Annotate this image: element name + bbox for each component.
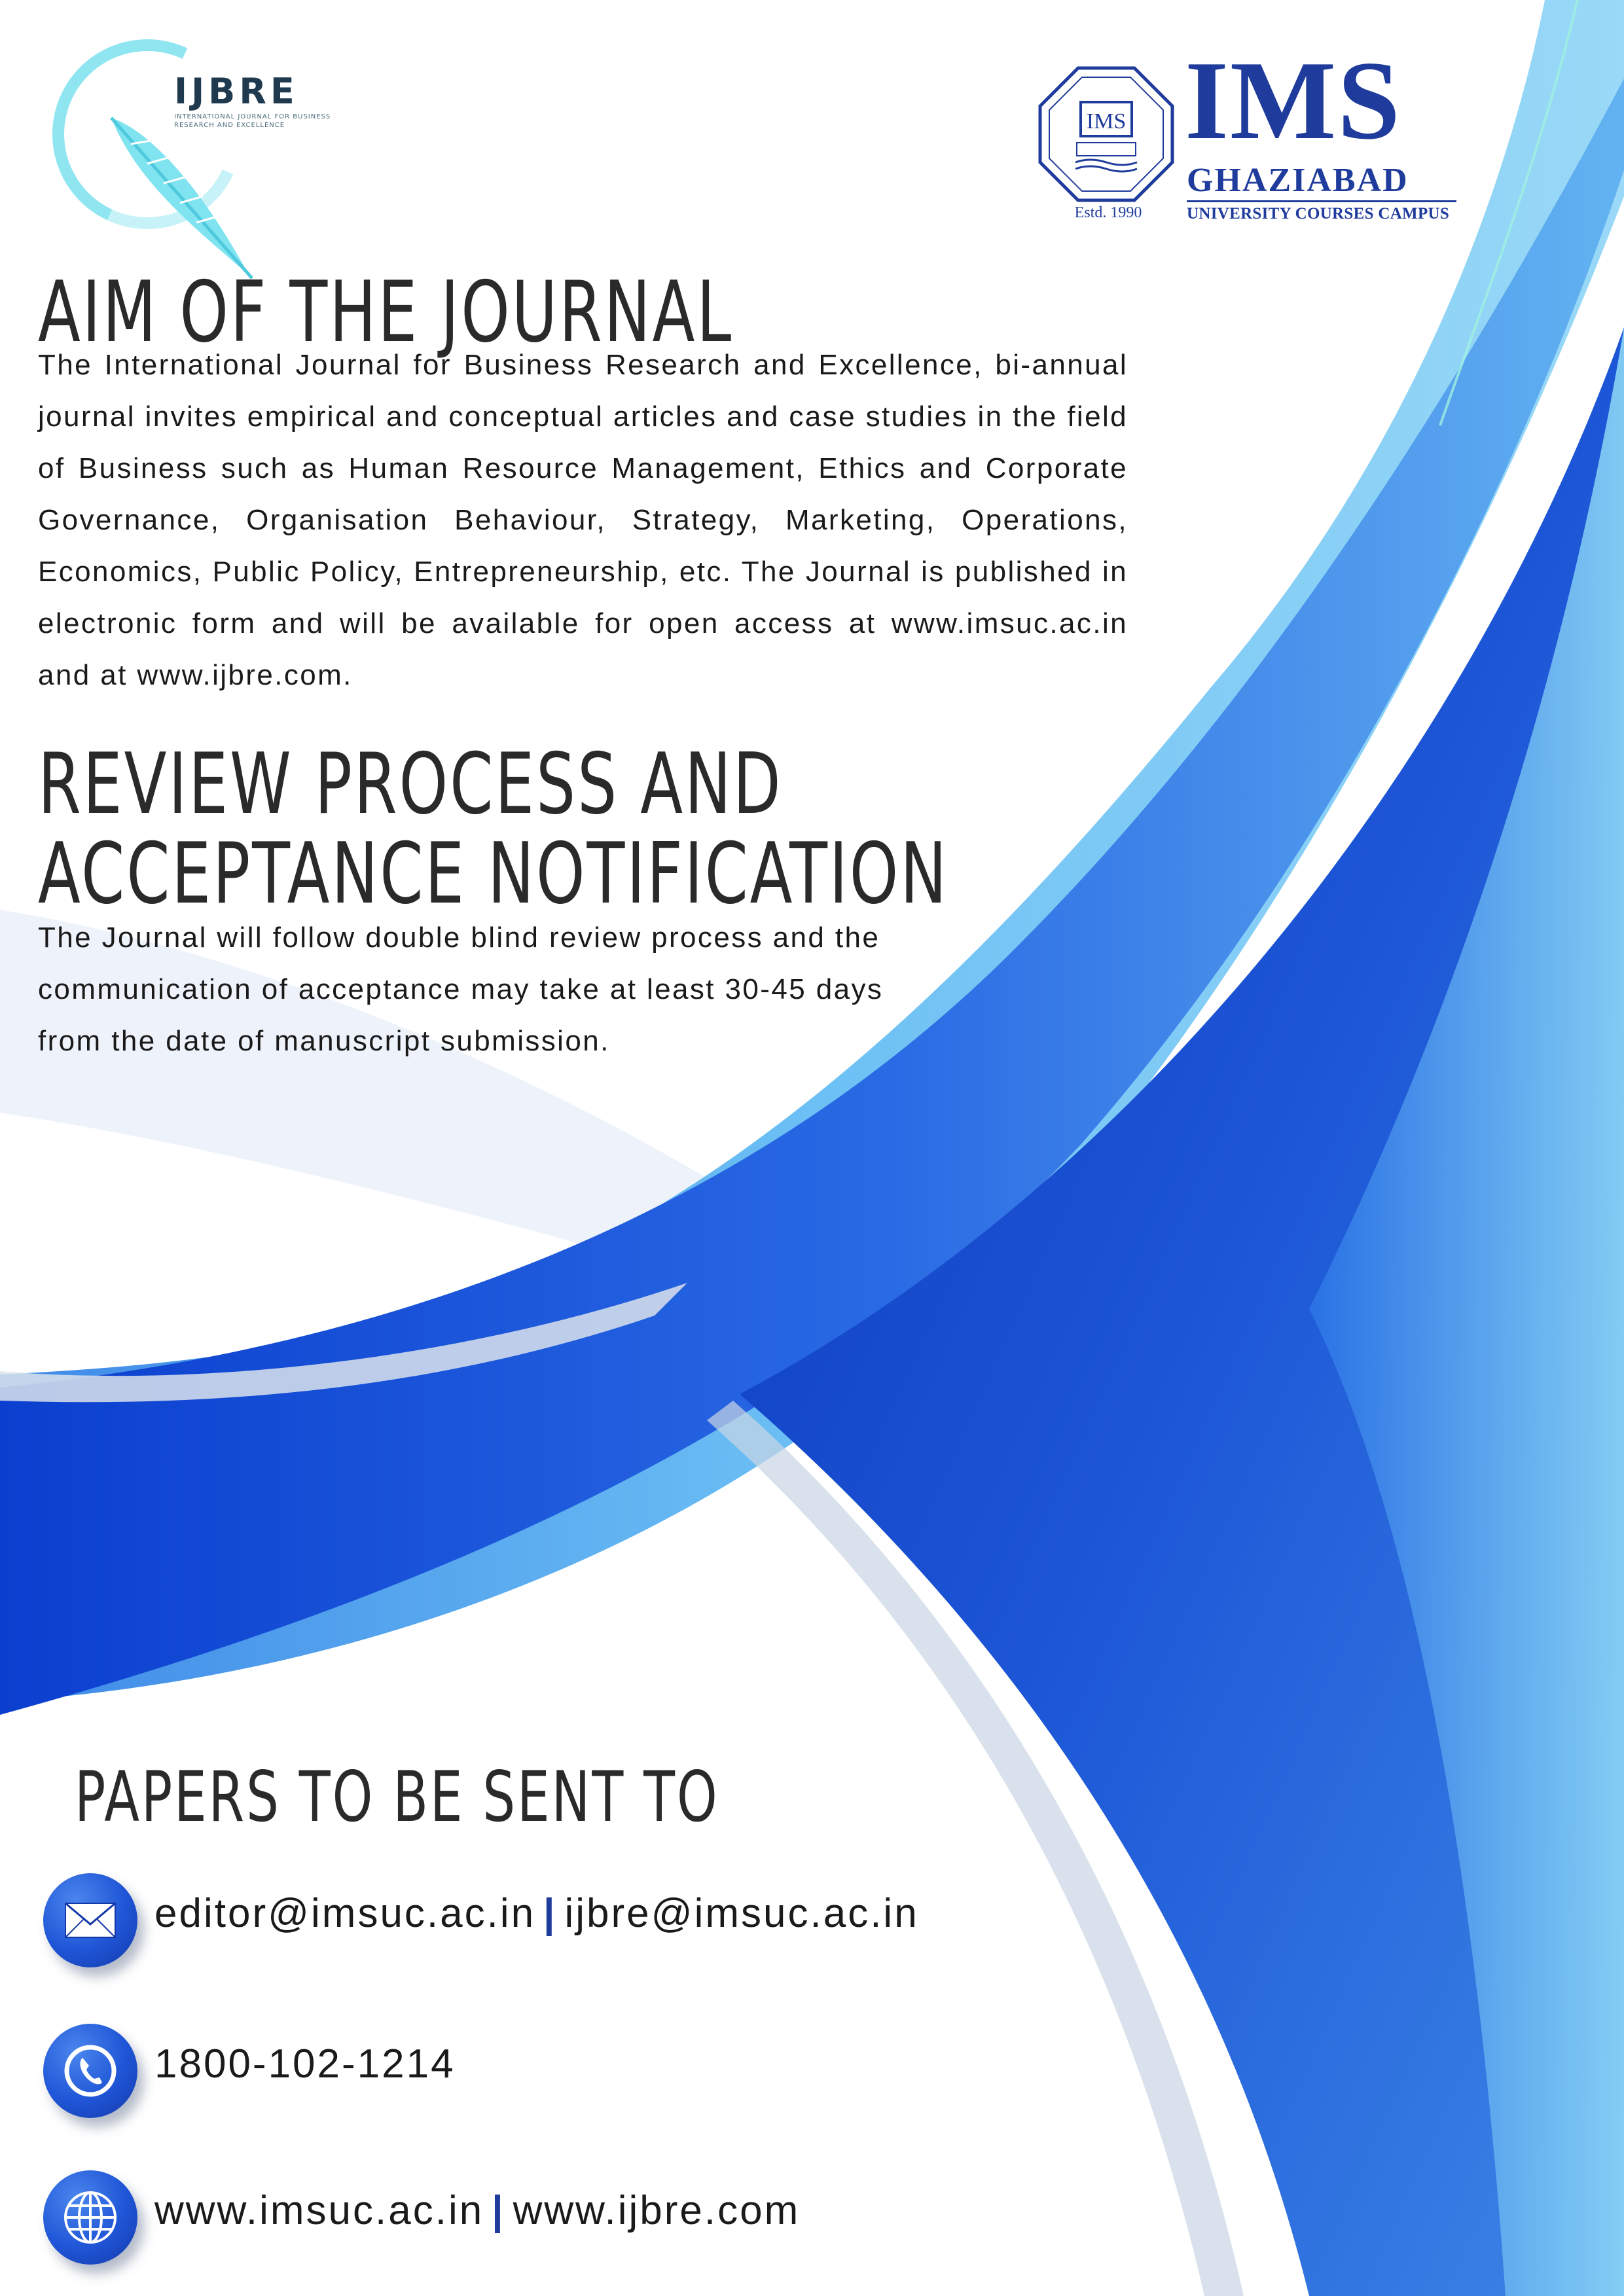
ijbre-website-link[interactable]: www.ijbre.com — [513, 2188, 801, 2233]
ims-city: GHAZIABAD — [1187, 162, 1409, 199]
ijbre-logo-tagline: INTERNATIONAL JOURNAL FOR BUSINESS RESEARCH AND EXCELLENCE — [174, 113, 331, 129]
web-separator: | — [492, 2188, 505, 2233]
svg-text:IMS: IMS — [1086, 109, 1127, 134]
ims-seal-icon — [1038, 65, 1175, 203]
email-contact — [38, 1873, 1085, 1978]
review-body-line-3: from the date of manuscript submission. — [38, 1025, 610, 1057]
email-separator: | — [543, 1891, 557, 1936]
ims-campus: UNIVERSITY COURSES CAMPUS — [1187, 205, 1450, 223]
globe-icon — [43, 2170, 137, 2265]
ims-wordmark: IMS — [1185, 39, 1401, 163]
email-text — [154, 1888, 919, 1940]
editor-email-link[interactable]: editor@imsuc.ac.in — [154, 1891, 536, 1936]
phone-contact — [38, 2024, 1085, 2128]
review-heading — [38, 736, 949, 923]
ijbre-email-link[interactable]: ijbre@imsuc.ac.in — [564, 1891, 919, 1936]
envelope-icon — [43, 1873, 137, 1967]
phone-text[interactable]: 1800-102-1214 — [154, 2041, 456, 2087]
ijbre-logo-wordmark: IJBRE — [174, 71, 298, 112]
aim-heading: AIM OF THE JOURNAL — [38, 264, 734, 361]
ijbre-logo — [46, 39, 331, 262]
ims-established-label: Estd. 1990 — [1074, 204, 1142, 221]
review-heading-line-2: ACCEPTANCE NOTIFICATION — [38, 825, 949, 923]
review-body — [38, 912, 967, 1067]
imsuc-website-link[interactable]: www.imsuc.ac.in — [154, 2188, 484, 2233]
web-text — [154, 2185, 800, 2237]
papers-heading: PAPERS TO BE SENT TO — [75, 1757, 719, 1837]
ims-divider — [1187, 200, 1456, 202]
web-contact — [38, 2170, 1085, 2275]
phone-icon — [43, 2024, 137, 2118]
ims-logo — [1038, 39, 1456, 236]
review-heading-line-1: REVIEW PROCESS AND — [38, 736, 783, 833]
aim-body: The International Journal for Business Research and Excellence, bi-annual journal invites empirical and conceptual articles and case studies in the field of Business such as Human Resource Management, Ethics and Corporate Governance, Organisation Behaviour, Strategy, Marketing, Operations, Economics, Public Policy, Entrepreneurship, etc. The Journal is published in electronic form and will be available for open access at www.imsuc.ac.in and at www.ijbre.com. — [38, 349, 1128, 691]
review-body-line-2: communication of acceptance may take at least 30-45 days — [38, 973, 884, 1005]
review-body-line-1: The Journal will follow double blind review process and the — [38, 922, 880, 954]
